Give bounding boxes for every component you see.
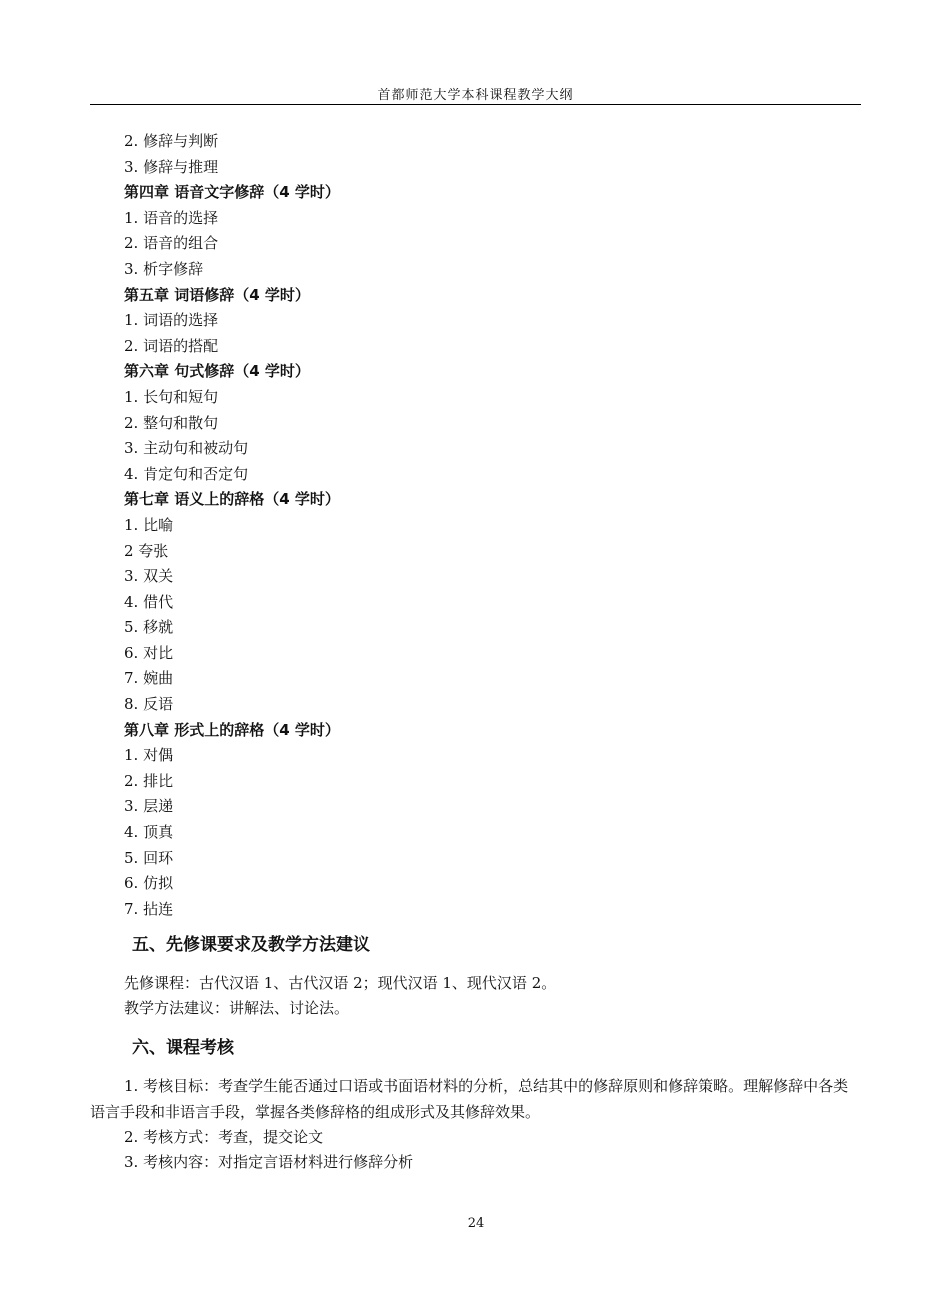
outline-item: 6. 仿拟 bbox=[124, 874, 174, 893]
outline-item: 4. 顶真 bbox=[124, 823, 174, 842]
outline-item: 4. 肯定句和否定句 bbox=[124, 464, 249, 483]
section-6-title: 六、课程考核 bbox=[132, 1038, 234, 1058]
prerequisite-text: 先修课程：古代汉语 1、古代汉语 2；现代汉语 1、现代汉语 2。 bbox=[124, 974, 557, 992]
teaching-method-text: 教学方法建议：讲解法、讨论法。 bbox=[124, 999, 350, 1017]
outline-item: 8. 反语 bbox=[124, 695, 174, 714]
outline-item: 3. 析字修辞 bbox=[124, 259, 204, 278]
outline-item: 2. 排比 bbox=[124, 771, 174, 790]
outline-item: 7. 婉曲 bbox=[124, 669, 174, 688]
outline-item: 3. 双关 bbox=[124, 567, 174, 586]
outline-item: 3. 层递 bbox=[124, 797, 174, 816]
section-5-title: 五、先修课要求及教学方法建议 bbox=[132, 935, 370, 955]
outline-item: 2. 整句和散句 bbox=[124, 413, 219, 432]
chapter-heading: 第六章 句式修辞（4 学时） bbox=[124, 362, 310, 381]
chapter-heading: 第八章 形式上的辞格（4 学时） bbox=[124, 720, 340, 739]
outline-item: 7. 拈连 bbox=[124, 899, 174, 918]
outline-item: 6. 对比 bbox=[124, 643, 174, 662]
outline-item: 3. 修辞与推理 bbox=[124, 157, 219, 176]
outline-item: 1. 比喻 bbox=[124, 515, 174, 534]
course-outline bbox=[124, 129, 864, 922]
outline-item: 2. 语音的组合 bbox=[124, 234, 219, 253]
chapter-heading: 第七章 语义上的辞格（4 学时） bbox=[124, 490, 340, 509]
outline-item: 5. 回环 bbox=[124, 848, 174, 867]
outline-item: 2. 修辞与判断 bbox=[124, 132, 219, 150]
outline-item: 2. 词语的搭配 bbox=[124, 336, 219, 355]
page-number: 24 bbox=[467, 1216, 485, 1231]
assessment-goal-text: 1. 考核目标：考查学生能否通过口语或书面语材料的分析，总结其中的修辞原则和修辞策略。理解修辞中各类语言手段和非语言手段，掌握各类修辞格的组成形式及其修辞效果。 bbox=[90, 1077, 849, 1121]
outline-item: 3. 主动句和被动句 bbox=[124, 439, 249, 458]
outline-item: 1. 语音的选择 bbox=[124, 208, 219, 227]
chapter-heading: 第四章 语音文字修辞（4 学时） bbox=[124, 183, 340, 202]
chapter-heading: 第五章 词语修辞（4 学时） bbox=[124, 285, 310, 304]
page-header: 首都师范大学本科课程教学大纲 bbox=[377, 88, 574, 103]
outline-item: 5. 移就 bbox=[124, 618, 174, 637]
outline-item: 4. 借代 bbox=[124, 592, 174, 611]
assessment-method-text: 2. 考核方式：考查，提交论文 bbox=[124, 1128, 324, 1146]
header-divider bbox=[90, 104, 861, 105]
outline-item: 1. 长句和短句 bbox=[124, 387, 219, 406]
outline-item: 1. 对偶 bbox=[124, 746, 174, 765]
outline-item: 1. 词语的选择 bbox=[124, 311, 219, 330]
assessment-content-text: 3. 考核内容：对指定言语材料进行修辞分析 bbox=[124, 1153, 414, 1171]
outline-item: 2 夸张 bbox=[124, 541, 169, 560]
